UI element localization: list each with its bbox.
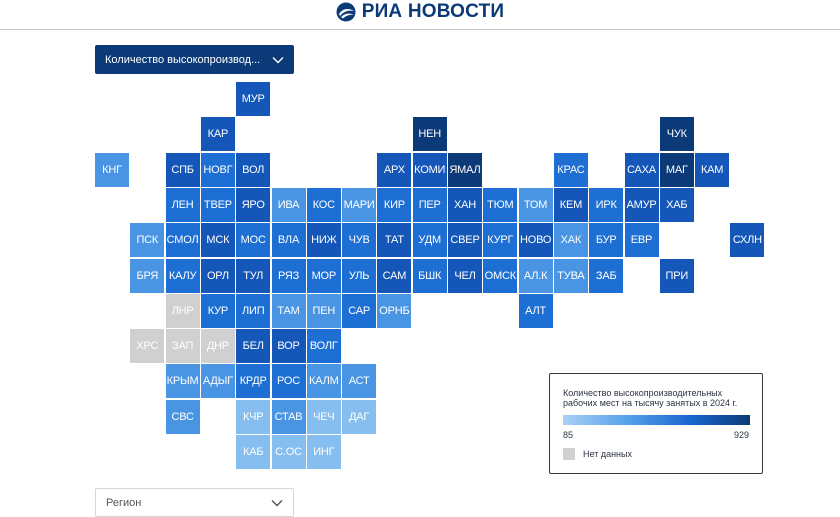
region-tile[interactable]: ЛИП xyxy=(236,294,270,328)
region-tile[interactable]: С.ОС xyxy=(272,435,306,469)
region-tile[interactable]: ПЕН xyxy=(307,294,341,328)
legend-min: 85 xyxy=(563,430,574,440)
region-tile[interactable]: ЧУК xyxy=(660,117,694,151)
region-tile[interactable]: ДАГ xyxy=(342,400,376,434)
region-tile[interactable]: НОВО xyxy=(519,223,553,257)
region-tile[interactable]: ВОР xyxy=(272,329,306,363)
legend-gradient-bar xyxy=(563,415,750,425)
region-tile[interactable]: СВС xyxy=(166,400,200,434)
region-tile[interactable]: КЧР xyxy=(236,400,270,434)
region-tile[interactable]: КОС xyxy=(307,188,341,222)
region-tile[interactable]: ИНГ xyxy=(307,435,341,469)
region-tile[interactable]: КНГ xyxy=(95,153,129,187)
legend-title: Количество высокопроизводительных рабочих мест на тысячу занятых в 2024 г. xyxy=(563,388,738,408)
region-tile[interactable]: КРДР xyxy=(236,364,270,398)
region-tile[interactable]: БУР xyxy=(589,223,623,257)
region-tile[interactable]: ИРК xyxy=(589,188,623,222)
indicator-select-label: Количество высокопроизвод... xyxy=(105,53,261,66)
region-tile[interactable]: ЧЕЧ xyxy=(307,400,341,434)
region-tile[interactable]: САМ xyxy=(377,259,411,293)
region-tile[interactable]: КРАС xyxy=(554,153,588,187)
region-tile[interactable]: ТАМ xyxy=(272,294,306,328)
region-tile[interactable]: НИЖ xyxy=(307,223,341,257)
region-tile[interactable]: АЛТ xyxy=(519,294,553,328)
region-tile[interactable]: ИВА xyxy=(272,188,306,222)
region-tile[interactable]: СХЛН xyxy=(730,223,764,257)
chevron-down-icon xyxy=(272,56,284,64)
region-tile[interactable]: УЛЬ xyxy=(342,259,376,293)
region-tile[interactable]: КЕМ xyxy=(554,188,588,222)
region-tile[interactable]: ЯМАЛ xyxy=(448,153,482,187)
region-tile[interactable]: ТУЛ xyxy=(236,259,270,293)
region-tile[interactable]: ТВЕР xyxy=(201,188,235,222)
region-tile[interactable]: ДНР xyxy=(201,329,235,363)
legend-max: 929 xyxy=(733,430,749,440)
region-tile[interactable]: ОМСК xyxy=(483,259,517,293)
region-tile[interactable]: ЯРО xyxy=(236,188,270,222)
region-tile[interactable]: ХАБ xyxy=(660,188,694,222)
indicator-select[interactable] xyxy=(95,45,294,74)
region-tile[interactable]: КАЛМ xyxy=(307,364,341,398)
region-tile[interactable]: ЛЕН xyxy=(166,188,200,222)
region-tile[interactable]: КАР xyxy=(201,117,235,151)
region-tile[interactable]: ЗАБ xyxy=(589,259,623,293)
region-tile[interactable]: МОС xyxy=(236,223,270,257)
region-tile[interactable]: УДМ xyxy=(413,223,447,257)
region-tile[interactable]: ТАТ xyxy=(377,223,411,257)
region-tile[interactable]: ВОЛ xyxy=(236,153,270,187)
region-tile[interactable]: СПБ xyxy=(166,153,200,187)
region-tile[interactable]: АМУР xyxy=(625,188,659,222)
region-select[interactable] xyxy=(95,488,294,517)
region-tile[interactable]: САХА xyxy=(625,153,659,187)
region-tile[interactable]: МОР xyxy=(307,259,341,293)
region-tile[interactable]: КИР xyxy=(377,188,411,222)
legend-nodata-label: Нет данных xyxy=(583,449,632,459)
region-tile[interactable]: РОС xyxy=(272,364,306,398)
region-tile[interactable]: НЕН xyxy=(413,117,447,151)
region-tile[interactable]: ЧЕЛ xyxy=(448,259,482,293)
region-tile[interactable]: КАЛУ xyxy=(166,259,200,293)
region-tile[interactable]: ХРС xyxy=(130,329,164,363)
region-tile[interactable]: КУРГ xyxy=(483,223,517,257)
legend-nodata-swatch xyxy=(563,448,575,460)
region-tile[interactable]: ОРЛ xyxy=(201,259,235,293)
region-tile[interactable]: АРХ xyxy=(377,153,411,187)
region-select-label: Регион xyxy=(106,496,142,509)
region-tile[interactable]: РЯЗ xyxy=(272,259,306,293)
region-tile[interactable]: ВОЛГ xyxy=(307,329,341,363)
region-tile[interactable]: ОРНБ xyxy=(377,294,411,328)
region-tile[interactable]: КРЫМ xyxy=(166,364,200,398)
region-tile[interactable]: ХАН xyxy=(448,188,482,222)
region-tile[interactable]: МАГ xyxy=(660,153,694,187)
region-tile[interactable]: НОВГ xyxy=(201,153,235,187)
region-tile[interactable]: МСК xyxy=(201,223,235,257)
region-tile[interactable]: ПСК xyxy=(130,223,164,257)
logo-text: РИА НОВОСТИ xyxy=(361,0,505,22)
region-tile[interactable]: БШК xyxy=(413,259,447,293)
region-tile[interactable]: СМОЛ xyxy=(166,223,200,257)
region-tile[interactable]: КАМ xyxy=(695,153,729,187)
region-tile[interactable]: МУР xyxy=(236,82,270,116)
region-tile[interactable]: ПЕР xyxy=(413,188,447,222)
region-tile[interactable]: ЗАП xyxy=(166,329,200,363)
region-tile[interactable]: ТУВА xyxy=(554,259,588,293)
region-tile[interactable]: ТЮМ xyxy=(483,188,517,222)
region-tile[interactable]: МАРИ xyxy=(342,188,376,222)
region-tile[interactable]: АДЫГ xyxy=(201,364,235,398)
region-tile[interactable]: АЛ.К xyxy=(519,259,553,293)
region-tile[interactable]: ВЛА xyxy=(272,223,306,257)
region-tile[interactable]: СВЕР xyxy=(448,223,482,257)
region-tile[interactable]: КОМИ xyxy=(413,153,447,187)
region-tile[interactable]: ЧУВ xyxy=(342,223,376,257)
region-tile[interactable]: ПРИ xyxy=(660,259,694,293)
region-tile[interactable]: ТОМ xyxy=(519,188,553,222)
region-tile[interactable]: ЕВР xyxy=(625,223,659,257)
region-tile[interactable]: БЕЛ xyxy=(236,329,270,363)
region-tile[interactable]: САР xyxy=(342,294,376,328)
region-tile[interactable]: АСТ xyxy=(342,364,376,398)
region-tile[interactable]: КАБ xyxy=(236,435,270,469)
region-tile[interactable]: ХАК xyxy=(554,223,588,257)
chevron-down-icon xyxy=(271,499,283,507)
region-tile[interactable]: БРЯ xyxy=(130,259,164,293)
region-tile[interactable]: КУР xyxy=(201,294,235,328)
region-tile[interactable]: СТАВ xyxy=(272,400,306,434)
legend xyxy=(549,373,763,474)
region-tile[interactable]: ЛНР xyxy=(166,294,200,328)
